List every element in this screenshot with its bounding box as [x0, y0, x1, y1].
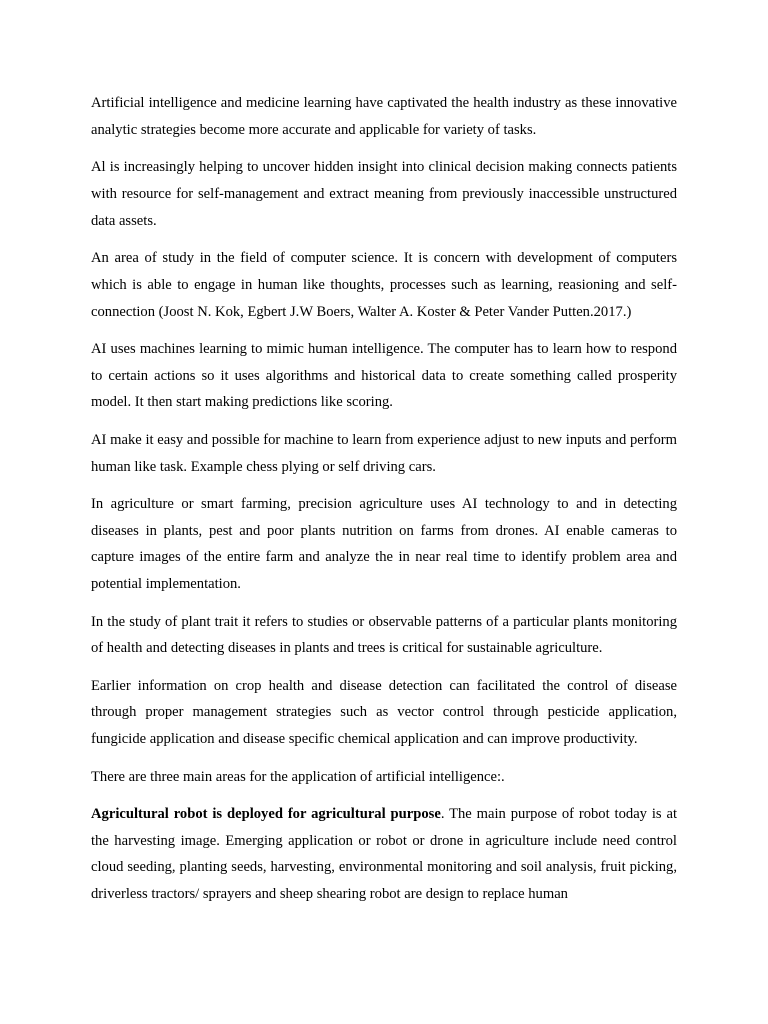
paragraph-9: There are three main areas for the application of artificial intelligence:.	[91, 768, 505, 785]
paragraph-7: In the study of plant trait it refers to studies or observable patterns of a particular plants monitoring of health and detecting diseases in plants and trees is critical for sustainable agriculture.	[91, 613, 677, 657]
paragraph-5: AI make it easy and possible for machine to learn from experience adjust to new inputs and perform human like task. Example chess plying or self driving cars.	[91, 431, 677, 475]
paragraph-10-text: . The main purpose of robot today is at the harvesting image. Emerging application or robot or drone in agriculture include need control cloud seeding, planting seeds, harvesting, environmental monitoring and soil analysis, fruit picking, driverless tractors/ sprayers and sheep shearing robot are design to replace human	[91, 805, 677, 903]
bold-lead-text: Agricultural robot is deployed for agricultural purpose	[91, 805, 441, 822]
paragraph-3: An area of study in the field of computer science. It is concern with development of computers which is able to engage in human like thoughts, processes such as learning, reasioning and self-connection (Joost N. Kok, Egbert J.W Boers, Walter A. Koster & Peter Vander Putten.2017.)	[91, 249, 677, 320]
document-page	[91, 90, 677, 919]
paragraph-6: In agriculture or smart farming, precision agriculture uses AI technology to and in detecting diseases in plants, pest and poor plants nutrition on farms from drones. AI enable cameras to capture images of the entire farm and analyze the in near real time to identify problem area and potential implementation.	[91, 495, 677, 593]
paragraph-10	[91, 801, 677, 908]
paragraph-8: Earlier information on crop health and disease detection can facilitated the control of disease through proper management strategies such as vector control through pesticide application, fungicide application and disease specific chemical application and can improve productivity.	[91, 677, 677, 748]
paragraph-1: Artificial intelligence and medicine learning have captivated the health industry as these innovative analytic strategies become more accurate and applicable for variety of tasks.	[91, 95, 677, 138]
paragraph-2: Al is increasingly helping to uncover hidden insight into clinical decision making connects patients with resource for self-management and extract meaning from previously inaccessible unstructured data assets.	[91, 159, 677, 229]
paragraph-4: AI uses machines learning to mimic human intelligence. The computer has to learn how to respond to certain actions so it uses algorithms and historical data to create something called prosperity model. It then start making predictions like scoring.	[91, 340, 677, 411]
